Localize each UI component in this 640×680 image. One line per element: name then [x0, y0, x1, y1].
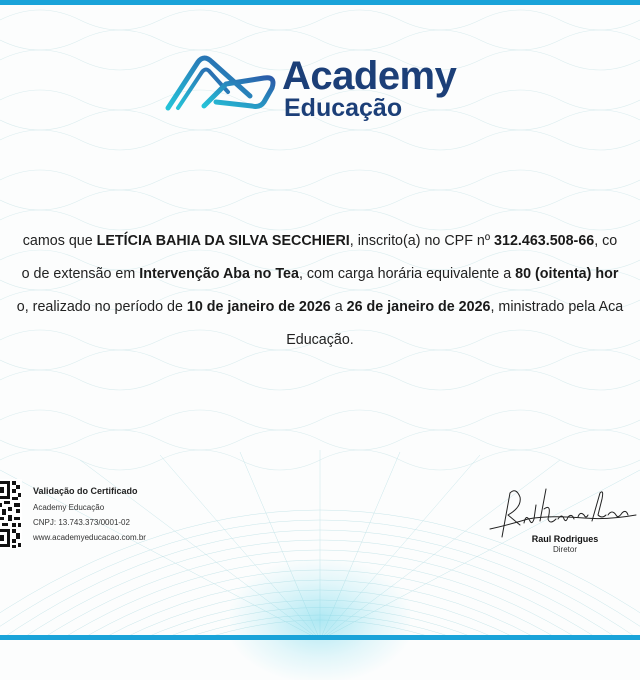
course-name: Intervenção Aba no Tea	[139, 266, 299, 282]
certificate-line-1	[0, 225, 640, 258]
text-fragment: o de extensão em	[21, 266, 140, 282]
signer-name: Raul Rodrigues	[531, 534, 599, 544]
text-fragment: a	[330, 299, 347, 315]
validation-url[interactable]: www.academyeducacao.com.br	[33, 533, 146, 542]
validation-block	[33, 486, 146, 548]
brand-name: Academy	[282, 54, 457, 98]
student-cpf: 312.463.508-66	[494, 233, 595, 249]
brand-subname: Educação	[284, 94, 403, 122]
course-hours: 80 (oitenta) hor	[515, 266, 619, 282]
certificate-line-3	[0, 291, 640, 324]
academy-logo-icon	[164, 52, 282, 122]
student-name: LETÍCIA BAHIA DA SILVA SECCHIERI	[96, 233, 350, 249]
validation-title: Validação do Certificado	[33, 486, 138, 496]
signer-role: Diretor	[552, 545, 577, 554]
certificate-line-2	[0, 258, 640, 291]
text-fragment: o, realizado no período de	[16, 299, 187, 315]
validation-cnpj: CNPJ: 13.743.373/0001-02	[33, 518, 130, 527]
text-fragment: , ministrado pela Aca	[490, 299, 624, 315]
qr-code-icon[interactable]	[0, 479, 22, 549]
certificate-line-4: Educação.	[286, 332, 354, 348]
bottom-accent-bar	[0, 635, 640, 640]
signer-block	[500, 534, 630, 554]
top-accent-bar	[0, 0, 640, 5]
validation-org: Academy Educação	[33, 503, 105, 512]
text-fragment: camos que	[22, 233, 97, 249]
text-fragment: , inscrito(a) no CPF nº	[349, 233, 495, 249]
brand-logo	[164, 52, 484, 132]
start-date: 10 de janeiro de 2026	[186, 299, 331, 315]
certificate-text	[0, 225, 640, 357]
end-date: 26 de janeiro de 2026	[346, 299, 491, 315]
text-fragment: , co	[594, 233, 618, 249]
text-fragment: , com carga horária equivalente a	[298, 266, 516, 282]
bottom-glow	[230, 560, 410, 680]
